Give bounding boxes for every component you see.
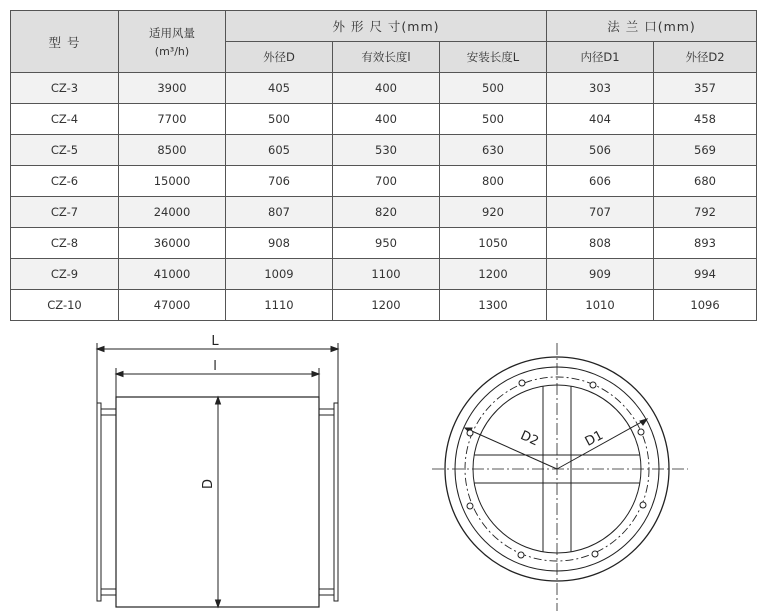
table-row	[11, 197, 757, 228]
table-row	[11, 73, 757, 104]
right-flange	[334, 403, 338, 601]
table-cell-airflow: 7700	[119, 104, 226, 135]
table-cell-airflow: 8500	[119, 135, 226, 166]
arrow-D-bottom	[216, 600, 221, 607]
table-cell-d: 908	[226, 228, 333, 259]
table-cell-d2: 893	[654, 228, 757, 259]
table-cell-d2: 792	[654, 197, 757, 228]
table-cell-d2: 680	[654, 166, 757, 197]
table-row	[11, 104, 757, 135]
table-cell-l: 1100	[333, 259, 440, 290]
bolt-hole	[467, 430, 473, 436]
table-cell-l: 950	[333, 228, 440, 259]
table-cell-l: 400	[333, 104, 440, 135]
bolt-hole	[640, 502, 646, 508]
table-cell-model: CZ-4	[11, 104, 119, 135]
label-D: D	[201, 478, 216, 490]
table-cell-l: 820	[333, 197, 440, 228]
label-l: l	[213, 359, 217, 374]
table-cell-L: 1300	[440, 290, 547, 321]
label-L: L	[211, 334, 219, 349]
table-cell-d: 807	[226, 197, 333, 228]
table-row	[11, 290, 757, 321]
table-cell-airflow: 15000	[119, 166, 226, 197]
table-cell-l: 700	[333, 166, 440, 197]
table-row	[11, 166, 757, 197]
table-cell-model: CZ-9	[11, 259, 119, 290]
table-cell-model: CZ-8	[11, 228, 119, 259]
table-cell-d1: 909	[547, 259, 654, 290]
table-cell-airflow: 3900	[119, 73, 226, 104]
table-cell-d2: 1096	[654, 290, 757, 321]
header-install-length: 安装长度L	[440, 42, 547, 73]
table-cell-d1: 404	[547, 104, 654, 135]
right-collar	[319, 409, 334, 595]
table-cell-L: 1200	[440, 259, 547, 290]
header-airflow-unit: (m³/h)	[154, 45, 190, 58]
arrow-L-left	[97, 347, 104, 352]
table-cell-d1: 506	[547, 135, 654, 166]
header-airflow-label: 适用风量	[149, 26, 195, 40]
table-cell-l: 530	[333, 135, 440, 166]
header-airflow	[119, 11, 226, 73]
side-view	[97, 343, 338, 607]
table-cell-model: CZ-5	[11, 135, 119, 166]
table-cell-L: 1050	[440, 228, 547, 259]
table-cell-d: 500	[226, 104, 333, 135]
table-cell-L: 800	[440, 166, 547, 197]
table-cell-d: 405	[226, 73, 333, 104]
left-flange	[97, 403, 101, 601]
table-cell-d1: 606	[547, 166, 654, 197]
table-cell-l: 400	[333, 73, 440, 104]
table-cell-L: 500	[440, 73, 547, 104]
table-cell-model: CZ-10	[11, 290, 119, 321]
table-cell-d: 1009	[226, 259, 333, 290]
table-cell-d1: 808	[547, 228, 654, 259]
header-outer-d: 外径D	[226, 42, 333, 73]
table-cell-airflow: 24000	[119, 197, 226, 228]
table-cell-d2: 458	[654, 104, 757, 135]
table-cell-airflow: 41000	[119, 259, 226, 290]
label-D2: D2	[518, 428, 541, 450]
arrow-D-top	[216, 397, 221, 404]
table-cell-L: 920	[440, 197, 547, 228]
table-cell-d1: 707	[547, 197, 654, 228]
table-cell-d: 1110	[226, 290, 333, 321]
table-row	[11, 135, 757, 166]
table-cell-airflow: 36000	[119, 228, 226, 259]
bolt-hole	[467, 503, 473, 509]
table-cell-d2: 357	[654, 73, 757, 104]
header-row-1	[11, 11, 757, 42]
bolt-hole	[519, 380, 525, 386]
spec-table	[10, 10, 757, 321]
table-row	[11, 259, 757, 290]
bolt-hole	[638, 429, 644, 435]
table-cell-d2: 994	[654, 259, 757, 290]
table-body	[11, 73, 757, 321]
table-cell-d1: 303	[547, 73, 654, 104]
header-inner-d1: 内径D1	[547, 42, 654, 73]
table-cell-d1: 1010	[547, 290, 654, 321]
table-cell-l: 1200	[333, 290, 440, 321]
table-cell-model: CZ-3	[11, 73, 119, 104]
header-outer-d2: 外径D2	[654, 42, 757, 73]
front-view	[432, 343, 688, 611]
arrow-l-right	[312, 372, 319, 377]
header-effective-length: 有效长度l	[333, 42, 440, 73]
table-cell-d: 706	[226, 166, 333, 197]
table-row	[11, 228, 757, 259]
technical-drawing	[0, 325, 766, 613]
table-cell-L: 500	[440, 104, 547, 135]
table-cell-L: 630	[440, 135, 547, 166]
arrow-L-right	[331, 347, 338, 352]
header-outer-dimensions: 外 形 尺 寸(mm)	[226, 11, 547, 42]
table-cell-d2: 569	[654, 135, 757, 166]
header-model: 型 号	[11, 11, 119, 73]
arrow-l-left	[116, 372, 123, 377]
table-cell-airflow: 47000	[119, 290, 226, 321]
label-D1: D1	[582, 427, 606, 450]
bolt-hole	[518, 552, 524, 558]
table-cell-model: CZ-7	[11, 197, 119, 228]
left-collar	[101, 409, 116, 595]
bolt-hole	[592, 551, 598, 557]
table-cell-model: CZ-6	[11, 166, 119, 197]
table-cell-d: 605	[226, 135, 333, 166]
bolt-hole	[590, 382, 596, 388]
header-flange: 法 兰 口(mm)	[547, 11, 757, 42]
